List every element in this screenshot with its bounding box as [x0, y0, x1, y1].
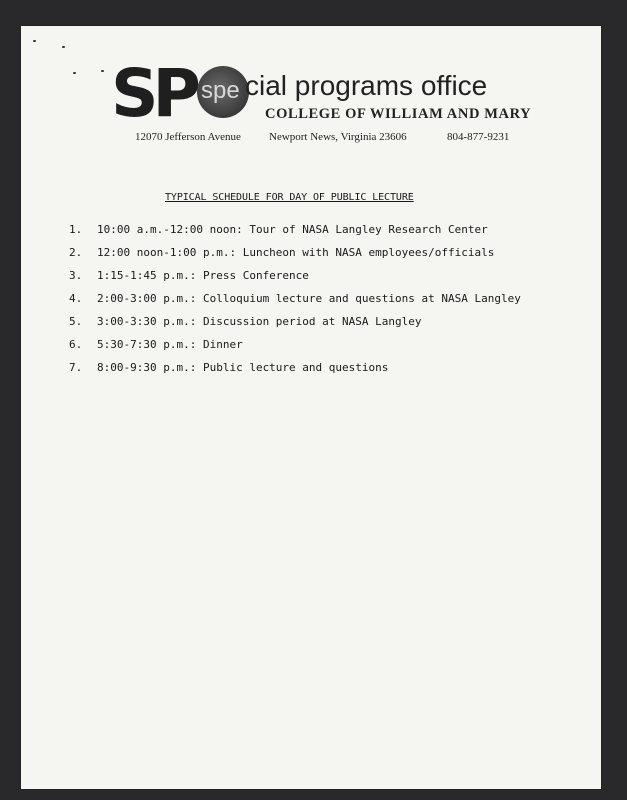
college-name: COLLEGE OF WILLIAM AND MARY — [265, 106, 532, 122]
document-title: TYPICAL SCHEDULE FOR DAY OF PUBLIC LECTURE — [165, 192, 414, 203]
item-number: 7. — [69, 361, 83, 374]
document-page — [21, 26, 601, 789]
item-number: 6. — [69, 338, 83, 351]
paper-speck — [62, 46, 65, 48]
item-text: 12:00 noon-1:00 p.m.: Luncheon with NASA employees/officials — [97, 246, 495, 259]
item-number: 1. — [69, 223, 83, 236]
address-city: Newport News, Virginia 23606 — [269, 131, 407, 143]
paper-speck — [73, 72, 76, 74]
item-number: 5. — [69, 315, 83, 328]
office-name: cial programs office — [245, 70, 488, 101]
address-phone: 804-877-9231 — [447, 131, 510, 143]
item-number: 4. — [69, 292, 83, 305]
paper-speck — [101, 70, 104, 72]
address-street: 12070 Jefferson Avenue — [135, 131, 241, 143]
item-text: 3:00-3:30 p.m.: Discussion period at NASA Langley — [97, 315, 422, 328]
item-number: 2. — [69, 246, 83, 259]
item-text: 5:30-7:30 p.m.: Dinner — [97, 338, 243, 351]
item-text: 2:00-3:00 p.m.: Colloquium lecture and questions at NASA Langley — [97, 292, 521, 305]
item-text: 8:00-9:30 p.m.: Public lecture and questions — [97, 361, 389, 374]
letterhead-logo — [111, 55, 551, 132]
item-text: 10:00 a.m.-12:00 noon: Tour of NASA Langley Research Center — [97, 223, 488, 236]
item-number: 3. — [69, 269, 83, 282]
paper-speck — [33, 40, 36, 42]
logo-sp-letters: SP — [111, 55, 195, 132]
logo-circle-text: spe — [201, 77, 240, 104]
item-text: 1:15-1:45 p.m.: Press Conference — [97, 269, 309, 282]
